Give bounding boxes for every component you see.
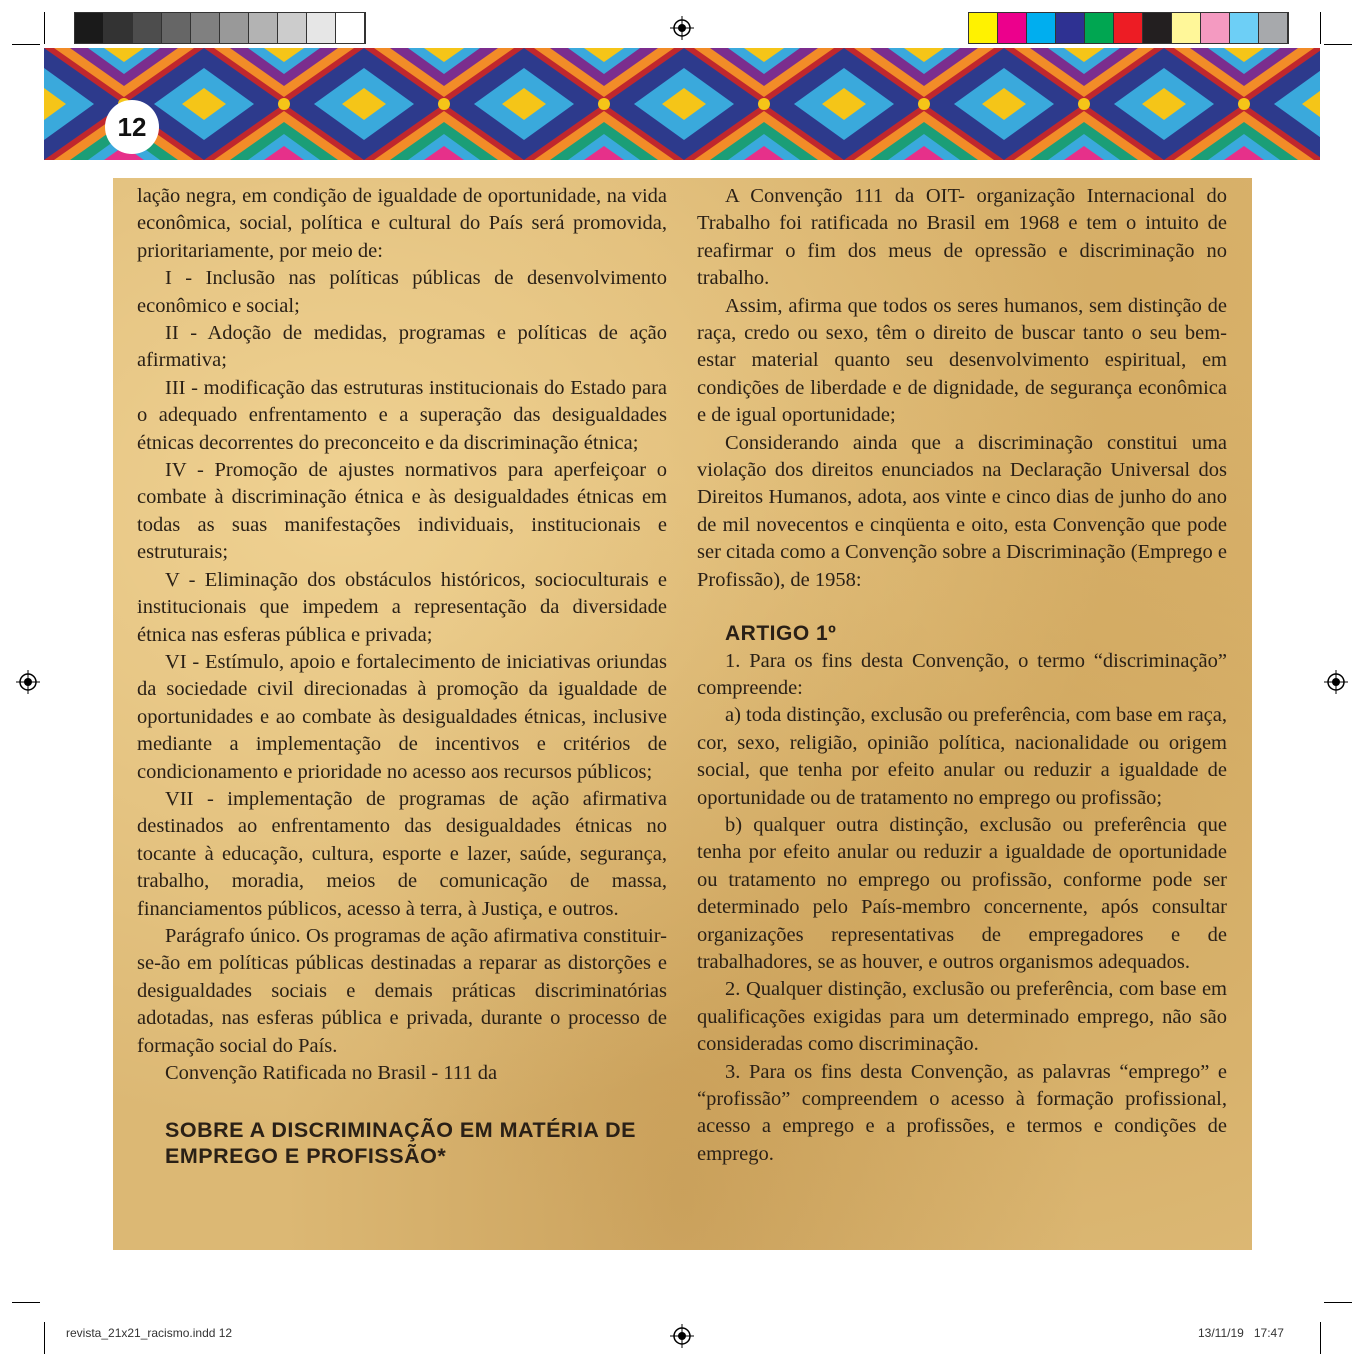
gray-swatch bbox=[278, 13, 307, 43]
color-swatch bbox=[1056, 13, 1085, 43]
crop-mark bbox=[1320, 12, 1321, 44]
article-paragraph: a) toda distinção, exclusão ou preferência, com base em raça, cor, sexo, religião, opinião política, nacionalidade ou origem social, que tenha por efeito anular ou reduzir a igualdade de oportunidade ou de tratamento no emprego ou profissão; bbox=[697, 704, 1228, 809]
date-stamp bbox=[1198, 1326, 1284, 1340]
article-paragraph: 3. Para os fins desta Convenção, as palavras “emprego” e “profissão” compreendem o acesso à formação profissional, acesso a emprego e a profissões, e termos e condições de emprego. bbox=[697, 1060, 1227, 1165]
decorative-pattern-banner bbox=[44, 48, 1320, 160]
gray-swatch bbox=[307, 13, 336, 43]
article-heading: ARTIGO 1º bbox=[725, 622, 837, 646]
article-paragraph: b) qualquer outra distinção, exclusão ou preferência que tenha por efeito anular ou reduzir a igualdade de oportunidade ou tratamento no emprego ou profissão, conforme pode ser determinado pelo País-membro concernente, após consultar organizações representativas de empregadores e de trabalhadores, se as houver, e outros organismos adequados. bbox=[697, 813, 1227, 973]
registration-mark-icon bbox=[1324, 670, 1348, 694]
color-swatch bbox=[1143, 13, 1172, 43]
gray-color-bar bbox=[74, 12, 366, 44]
file-slug: revista_21x21_racismo.indd 12 bbox=[66, 1326, 233, 1340]
crop-mark bbox=[1324, 1302, 1352, 1303]
page-number-badge: 12 bbox=[105, 100, 159, 154]
list-item-paragraph: III - modificação das estruturas institucionais do Estado para o adequado enfrentamento e a superação das desigualdades étnicas decorrentes do preconceito e da discriminação étnica; bbox=[137, 376, 667, 454]
color-swatch bbox=[1259, 13, 1288, 43]
color-swatch bbox=[1114, 13, 1143, 43]
list-item-paragraph: V - Eliminação dos obstáculos históricos, socioculturais e institucionais que impedem a representação da diversidade étnica nas esferas pública e privada; bbox=[137, 568, 667, 646]
list-item-paragraph: II - Adoção de medidas, programas e políticas de ação afirmativa; bbox=[137, 322, 667, 372]
tribal-pattern-graphic bbox=[44, 48, 1320, 160]
section-heading: SOBRE A DISCRIMINAÇÃO EM MATÉRIA DE EMPREGO E PROFISSÃO* bbox=[165, 1118, 636, 1169]
color-swatch bbox=[969, 13, 998, 43]
crop-mark bbox=[44, 12, 45, 44]
color-swatch bbox=[1230, 13, 1259, 43]
list-item-paragraph: VII - implementação de programas de ação afirmativa destinados ao enfrentamento das desigualdades étnicas no tocante à educação, cultura, esporte e lazer, saúde, segurança, trabalho, moradia, meios de comunicação de massa, financiamentos públicos, acesso à terra, à Justiça, e outros. bbox=[137, 787, 667, 920]
body-paragraph: Assim, afirma que todos os seres humanos, sem distinção de raça, credo ou sexo, têm o direito de buscar tanto o seu bem-estar material quanto seu desenvolvimento espiritual, em condições de liberdade e de dignidade, de segurança econômica e de igual oportunidade; bbox=[697, 294, 1227, 427]
color-swatch bbox=[1172, 13, 1201, 43]
crop-mark bbox=[1324, 44, 1352, 45]
gray-swatch bbox=[336, 13, 365, 43]
crop-mark bbox=[12, 44, 40, 45]
list-item-paragraph: I - Inclusão nas políticas públicas de desenvolvimento econômico e social; bbox=[137, 267, 667, 317]
crop-mark bbox=[44, 1322, 45, 1354]
body-paragraph: A Convenção 111 da OIT- organização Internacional do Trabalho foi ratificada no Brasil em 1968 e tem o intuito de reafirmar o fim dos meus de opressão e discriminação no trabalho. bbox=[697, 185, 1227, 290]
gray-swatch bbox=[133, 13, 162, 43]
left-text-column bbox=[137, 183, 667, 1169]
slug-time: 17:47 bbox=[1253, 1326, 1284, 1340]
body-paragraph: Convenção Ratificada no Brasil - 111 da bbox=[165, 1062, 498, 1084]
list-item-paragraph: IV - Promoção de ajustes normativos para aperfeiçoar o combate à discriminação étnica e às desigualdades étnicas em todas as suas manifestações individuais, institucionais e estruturais; bbox=[137, 459, 667, 564]
color-swatch bbox=[1201, 13, 1230, 43]
body-paragraph: Considerando ainda que a discriminação constitui uma violação dos direitos enunciados na Declaração Universal dos Direitos Humanos, adota, aos vinte e cinco dias de junho do ano de mil novecentos e cinqüenta e oito, esta Convenção que pode ser citada como a Convenção sobre a Discriminação (Emprego e Profissão), de 1958: bbox=[697, 431, 1227, 591]
gray-swatch bbox=[191, 13, 220, 43]
process-color-bar bbox=[968, 12, 1289, 44]
slug-date: 13/11/19 bbox=[1198, 1326, 1244, 1340]
gray-swatch bbox=[104, 13, 133, 43]
crop-mark bbox=[12, 1302, 40, 1303]
body-paragraph: Parágrafo único. Os programas de ação afirmativa constituir-se-ão em políticas públicas destinadas a reparar as distorções e desigualdades sociais e demais práticas discriminatórias adotadas, nas esferas pública e privada, durante o processo de formação social do País. bbox=[137, 924, 667, 1057]
color-swatch bbox=[998, 13, 1027, 43]
registration-mark-icon bbox=[670, 16, 694, 40]
color-swatch bbox=[1085, 13, 1114, 43]
gray-swatch bbox=[75, 13, 104, 43]
color-swatch bbox=[1027, 13, 1056, 43]
registration-mark-icon bbox=[16, 670, 40, 694]
body-paragraph: lação negra, em condição de igualdade de oportunidade, na vida econômica, social, política e cultural do País será promovida, prioritariamente, por meio de: bbox=[137, 185, 667, 262]
registration-mark-icon bbox=[670, 1324, 694, 1348]
crop-mark bbox=[1320, 1322, 1321, 1354]
article-paragraph: 2. Qualquer distinção, exclusão ou preferência, com base em qualificações exigidas para um determinado emprego, não são consideradas como discriminação. bbox=[697, 978, 1227, 1056]
gray-swatch bbox=[249, 13, 278, 43]
article-paragraph: 1. Para os fins desta Convenção, o termo “discriminação” compreende: bbox=[697, 649, 1227, 699]
gray-swatch bbox=[220, 13, 249, 43]
list-item-paragraph: VI - Estímulo, apoio e fortalecimento de iniciativas oriundas da sociedade civil direcionadas à promoção da igualdade de oportunidades e ao combate às desigualdades étnicas, inclusive mediante a implementação de incentivos e critérios de condicionamento e prioridade no acesso aos recursos públicos; bbox=[137, 650, 667, 783]
right-text-column bbox=[697, 183, 1227, 1168]
gray-swatch bbox=[162, 13, 191, 43]
